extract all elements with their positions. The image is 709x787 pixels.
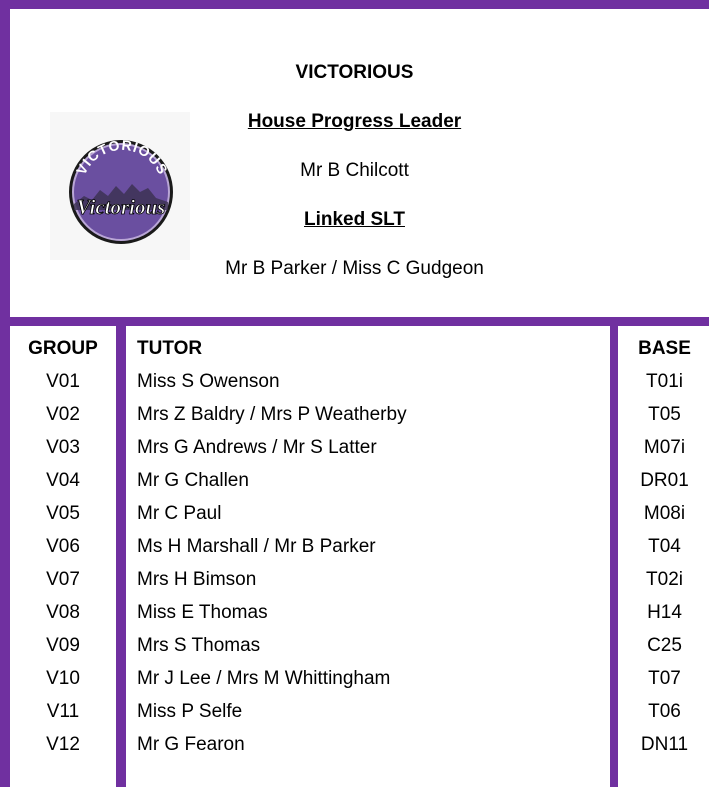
base-cell: T06 [648, 701, 681, 722]
tutor-cell: Mrs H Bimson [137, 569, 257, 590]
table-row [0, 695, 709, 728]
group-cell: V03 [46, 437, 80, 458]
group-cell: V04 [46, 470, 80, 491]
tutor-cell: Mrs S Thomas [137, 635, 261, 656]
base-cell: DR01 [640, 470, 689, 491]
tutor-cell: Mrs Z Baldry / Mrs P Weatherby [137, 404, 407, 425]
group-cell: V01 [46, 371, 80, 392]
group-cell: V11 [46, 701, 80, 722]
base-cell: T07 [648, 668, 681, 689]
group-cell: V10 [46, 668, 80, 689]
base-cell: T01i [646, 371, 683, 392]
leader-heading: House Progress Leader [247, 111, 462, 132]
base-cell: T04 [648, 536, 681, 557]
column-header-group: GROUP [28, 338, 98, 359]
table-row [0, 398, 709, 431]
table-row [0, 497, 709, 530]
leader-name: Mr B Chilcott [300, 160, 409, 181]
victorious-badge-icon [50, 112, 190, 260]
group-cell: V08 [46, 602, 80, 623]
tutor-cell: Mr G Fearon [137, 734, 245, 755]
group-cell: V05 [46, 503, 80, 524]
house-logo [50, 112, 190, 260]
tutor-cell: Mrs G Andrews / Mr S Latter [137, 437, 377, 458]
tutor-cell: Ms H Marshall / Mr B Parker [137, 536, 376, 557]
svg-text:VICTORIOUS: VICTORIOUS [72, 136, 172, 178]
base-cell: C25 [647, 635, 682, 656]
tutor-table [0, 326, 709, 787]
table-row [0, 365, 709, 398]
slt-heading: Linked SLT [304, 209, 405, 230]
group-cell: V09 [46, 635, 80, 656]
table-header-row [0, 332, 709, 365]
table-row [0, 530, 709, 563]
tutor-cell: Miss P Selfe [137, 701, 243, 722]
base-cell: T02i [646, 569, 683, 590]
tutor-cell: Mr J Lee / Mrs M Whittingham [137, 668, 391, 689]
tutor-cell: Mr G Challen [137, 470, 249, 491]
house-title: VICTORIOUS [295, 62, 414, 83]
tutor-cell: Miss E Thomas [137, 602, 268, 623]
table-row [0, 563, 709, 596]
group-cell: V06 [46, 536, 80, 557]
group-cell: V07 [46, 569, 80, 590]
base-cell: M07i [643, 437, 686, 458]
column-header-base: BASE [638, 338, 691, 359]
table-row [0, 431, 709, 464]
group-cell: V12 [46, 734, 80, 755]
table-row [0, 662, 709, 695]
slt-names: Mr B Parker / Miss C Gudgeon [225, 258, 484, 279]
logo-script-text: Victorious [76, 195, 166, 219]
tutor-cell: Miss S Owenson [137, 371, 280, 392]
base-cell: T05 [648, 404, 681, 425]
table-row [0, 728, 709, 761]
group-cell: V02 [46, 404, 80, 425]
table-row [0, 629, 709, 662]
tutor-cell: Mr C Paul [137, 503, 222, 524]
table-row [0, 464, 709, 497]
base-cell: H14 [647, 602, 682, 623]
base-cell: DN11 [640, 734, 689, 755]
base-cell: M08i [643, 503, 686, 524]
column-header-tutor: TUTOR [137, 338, 203, 359]
table-row [0, 596, 709, 629]
